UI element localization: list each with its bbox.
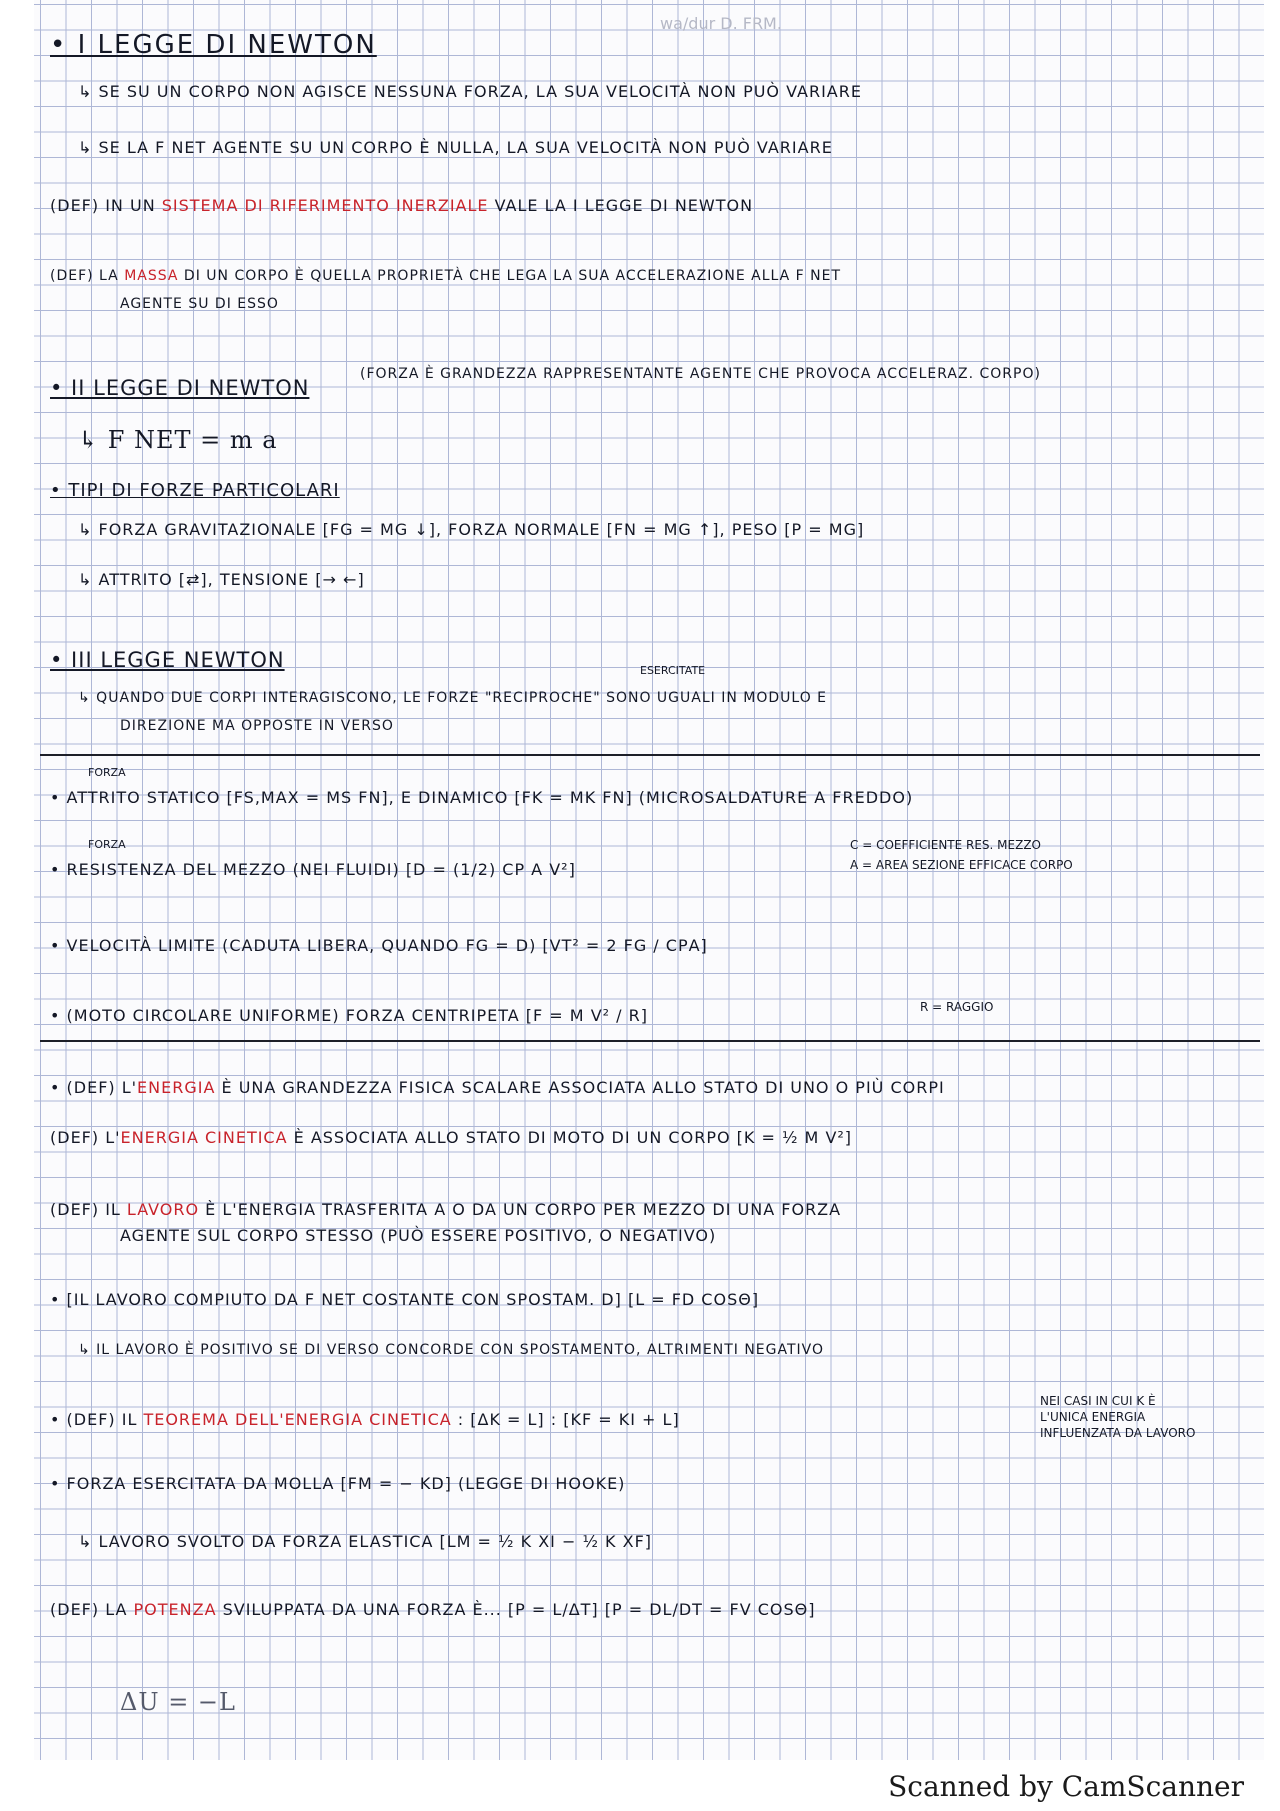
- def-power-prefix: (DEF) LA: [50, 1600, 134, 1619]
- theorem-prefix: • (DEF) IL: [50, 1410, 144, 1429]
- def-mass-prefix: (DEF) LA: [50, 268, 125, 284]
- third-law-line-1: ↳ QUANDO DUE CORPI INTERAGISCONO, LE FORZE "RECIPROCHE" SONO UGUALI IN MODULO E: [78, 690, 828, 706]
- theorem-note-2: L'UNICA ENERGIA: [1040, 1410, 1146, 1424]
- elastic-work-line: ↳ LAVORO SVOLTO DA FORZA ELASTICA [LM = ½ K XI − ½ K XF]: [78, 1532, 653, 1551]
- work-sign-line: ↳ IL LAVORO È POSITIVO SE DI VERSO CONCORDE CON SPOSTAMENTO, ALTRIMENTI NEGATIVO: [78, 1342, 825, 1358]
- def-kinetic-term: ENERGIA CINETICA: [120, 1128, 288, 1147]
- scanner-footer: Scanned by CamScanner: [888, 1770, 1244, 1803]
- resistance-note-a: A = AREA SEZIONE EFFICACE CORPO: [850, 858, 1073, 872]
- friction-line: • ATTRITO STATICO [FS,MAX = ΜS FN], E DINAMICO [FK = ΜK FN] (MICROSALDATURE A FREDDO): [50, 788, 914, 807]
- def-energy-term: ENERGIA: [137, 1078, 216, 1097]
- def-power: [50, 1600, 1260, 1619]
- def-inertial-prefix: (DEF) IN UN: [50, 196, 162, 215]
- force-note: (FORZA È GRANDEZZA RAPPRESENTANTE AGENTE CHE PROVOCA ACCELERAZ. CORPO): [360, 366, 1041, 382]
- def-kinetic-energy: [50, 1128, 1260, 1147]
- def-work: [50, 1200, 1260, 1219]
- def-work-prefix: (DEF) IL: [50, 1200, 127, 1219]
- force-types-line-2: ↳ ATTRITO [⇄], TENSIONE [→ ←]: [78, 570, 365, 589]
- first-law-line-2: ↳ SE LA F NET AGENTE SU UN CORPO È NULLA, LA SUA VELOCITÀ NON PUÒ VARIARE: [78, 138, 833, 157]
- def-kinetic-suffix: È ASSOCIATA ALLO STATO DI MOTO DI UN CORPO [K = ½ M V²]: [287, 1128, 853, 1147]
- resistance-line: • RESISTENZA DEL MEZZO (NEI FLUIDI) [D = (1/2) CΡ A V²]: [50, 860, 576, 879]
- def-mass-continuation: AGENTE SU DI ESSO: [120, 296, 279, 312]
- notebook-page: [34, 0, 1264, 1760]
- delta-u-note: ΔU = −L: [120, 1688, 236, 1716]
- spring-force-line: • FORZA ESERCITATA DA MOLLA [FM = − KD] (LEGGE DI HOOKE): [50, 1474, 626, 1493]
- def-mass: [50, 268, 1260, 284]
- third-law-line-2: DIREZIONE MA OPPOSTE IN VERSO: [120, 718, 394, 734]
- heading-first-law: • I LEGGE DI NEWTON: [50, 30, 377, 60]
- def-work-continuation: AGENTE SUL CORPO STESSO (PUÒ ESSERE POSITIVO, O NEGATIVO): [120, 1226, 717, 1245]
- first-law-line-1: ↳ SE SU UN CORPO NON AGISCE NESSUNA FORZA, LA SUA VELOCITÀ NON PUÒ VARIARE: [78, 82, 862, 101]
- def-kinetic-prefix: (DEF) L': [50, 1128, 121, 1147]
- def-power-term: POTENZA: [133, 1600, 217, 1619]
- theorem-suffix: : [ΔK = L] : [KF = KI + L]: [451, 1410, 680, 1429]
- def-inertial-frame: [50, 196, 1260, 215]
- def-mass-suffix: DI UN CORPO È QUELLA PROPRIETÀ CHE LEGA LA SUA ACCELERAZIONE ALLA F NET: [178, 268, 842, 284]
- def-work-term: LAVORO: [126, 1200, 200, 1219]
- def-inertial-term: SISTEMA DI RIFERIMENTO INERZIALE: [161, 196, 489, 215]
- def-power-suffix: SVILUPPATA DA UNA FORZA È... [P = L/ΔT] [P = DL/DT = FV COSΘ]: [216, 1600, 816, 1619]
- esercitate-label: ESERCITATE: [640, 664, 706, 677]
- def-energy: [50, 1078, 1260, 1097]
- def-inertial-suffix: VALE LA I LEGGE DI NEWTON: [488, 196, 754, 215]
- theorem-note-3: INFLUENZATA DA LAVORO: [1040, 1426, 1196, 1440]
- heading-third-law: • III LEGGE NEWTON: [50, 648, 285, 672]
- heading-force-types: • TIPI DI FORZE PARTICOLARI: [50, 480, 340, 501]
- divider-1: [40, 754, 1260, 756]
- radius-note: R = RAGGIO: [920, 1000, 994, 1014]
- faint-mark: wa/dur D. FRM.: [660, 14, 782, 33]
- theorem-term: TEOREMA DELL'ENERGIA CINETICA: [143, 1410, 452, 1429]
- heading-second-law: • II LEGGE DI NEWTON: [50, 376, 310, 400]
- divider-2: [40, 1040, 1260, 1042]
- resistance-note-c: C = COEFFICIENTE RES. MEZZO: [850, 838, 1042, 852]
- def-mass-term: MASSA: [124, 268, 179, 284]
- def-energy-prefix: • (DEF) L': [50, 1078, 138, 1097]
- forza-label-1: FORZA: [88, 766, 126, 779]
- terminal-velocity-line: • VELOCITÀ LIMITE (CADUTA LIBERA, QUANDO FG = D) [VT² = 2 FG / CΡA]: [50, 936, 708, 955]
- theorem-note-1: NEI CASI IN CUI K È: [1040, 1394, 1156, 1408]
- forza-label-2: FORZA: [88, 838, 126, 851]
- def-work-suffix: È L'ENERGIA TRASFERITA A O DA UN CORPO PER MEZZO DI UNA FORZA: [199, 1200, 842, 1219]
- force-types-line-1: ↳ FORZA GRAVITAZIONALE [FG = MG ↓], FORZA NORMALE [FN = MG ↑], PESO [P = MG]: [78, 520, 865, 539]
- second-law-formula: ↳ F NET = m a: [78, 426, 278, 454]
- centripetal-line: • (MOTO CIRCOLARE UNIFORME) FORZA CENTRIPETA [F = M V² / R]: [50, 1006, 648, 1025]
- work-done-line: • [IL LAVORO COMPIUTO DA F NET COSTANTE CON SPOSTAM. D] [L = FD COSΘ]: [50, 1290, 760, 1309]
- def-energy-suffix: È UNA GRANDEZZA FISICA SCALARE ASSOCIATA ALLO STATO DI UNO O PIÙ CORPI: [215, 1078, 945, 1097]
